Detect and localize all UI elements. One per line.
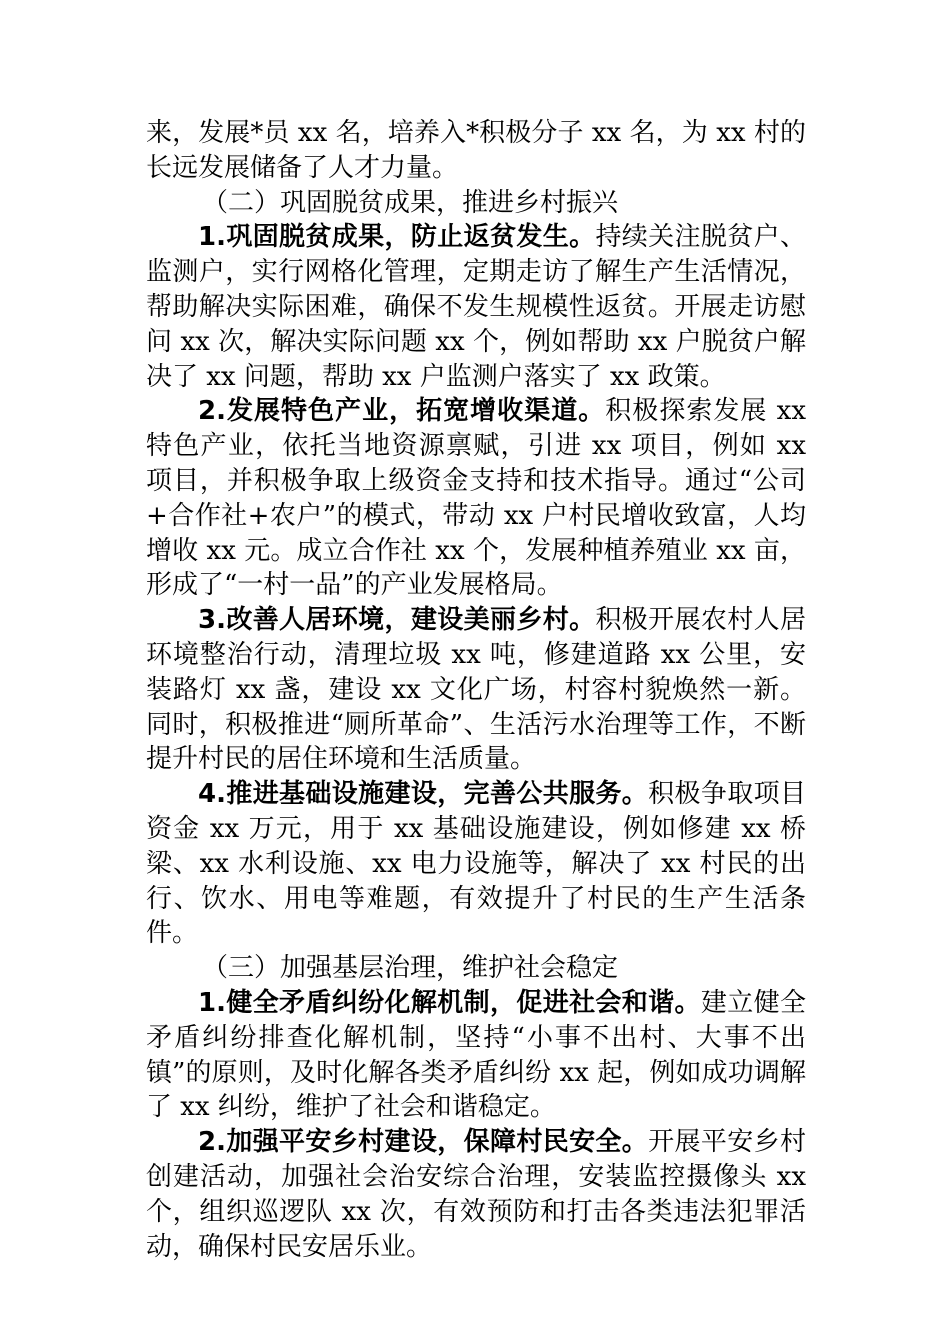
paragraph-text: 持续关注脱贫户、监测户，实行网格化管理，定期走访了解生产生活情况，帮助解决实际困难，确保不发生规模性返贫。开展走访慰问 xx 次，解决实际问题 xx 个，例如帮助 xx 户脱贫户解决了 xx 问题，帮助 xx 户监测户落实了 xx 政策。 bbox=[146, 222, 806, 392]
section-heading-text: （三）加强基层治理，维护社会稳定 bbox=[202, 953, 619, 984]
paragraph-lead: 4.推进基础设施建设，完善公共服务。 bbox=[198, 779, 649, 810]
section-heading-3 bbox=[146, 951, 806, 986]
document-body bbox=[146, 116, 806, 1264]
paragraph-lead: 1.巩固脱贫成果，防止返贫发生。 bbox=[198, 222, 596, 253]
paragraph-lead: 2.加强平安乡村建设，保障村民安全。 bbox=[198, 1127, 649, 1158]
paragraph-lead: 3.改善人居环境，建设美丽乡村。 bbox=[198, 605, 596, 636]
section-heading-2 bbox=[146, 186, 806, 221]
paragraph-text: 积极探索发展 xx 特色产业，依托当地资源禀赋，引进 xx 项目，例如 xx 项目，并积极争取上级资金支持和技术指导。通过“公司+合作社+农户”的模式，带动 xx 户村民增收致富，人均增收 xx 元。成立合作社 xx 个，发展种植养殖业 xx 亩，形成了“一村一品”的产业发展格局。 bbox=[146, 396, 807, 601]
paragraph-text: 积极开展农村人居环境整治行动，清理垃圾 xx 吨，修建道路 xx 公里，安装路灯 xx 盏，建设 xx 文化广场，村容村貌焕然一新。同时，积极推进“厕所革命”、生活污水治理等工作，不断提升村民的居住环境和生活质量。 bbox=[146, 605, 806, 775]
paragraph-text: 建立健全矛盾纠纷排查化解机制，坚持“小事不出村、大事不出镇”的原则，及时化解各类矛盾纠纷 xx 起，例如成功调解了 xx 纠纷，维护了社会和谐稳定。 bbox=[146, 987, 806, 1123]
continued-paragraph bbox=[146, 116, 806, 186]
paragraph-6 bbox=[146, 1125, 806, 1264]
paragraph-lead: 1.健全矛盾纠纷化解机制，促进社会和谐。 bbox=[198, 987, 701, 1018]
paragraph-5 bbox=[146, 986, 806, 1125]
paragraph-2 bbox=[146, 394, 806, 603]
section-heading-text: （二）巩固脱贫成果，推进乡村振兴 bbox=[202, 187, 619, 218]
paragraph-4 bbox=[146, 777, 806, 951]
paragraph-lead: 2.发展特色产业，拓宽增收渠道。 bbox=[198, 396, 606, 427]
paragraph-text: 开展平安乡村创建活动，加强社会治安综合治理，安装监控摄像头 xx 个，组织巡逻队 xx 次，有效预防和打击各类违法犯罪活动，确保村民安居乐业。 bbox=[146, 1127, 806, 1262]
paragraph-text: 来，发展*员 xx 名，培养入*积极分子 xx 名，为 xx 村的长远发展储备了人才力量。 bbox=[146, 118, 806, 183]
paragraph-1 bbox=[146, 220, 806, 394]
paragraph-text: 积极争取项目资金 xx 万元，用于 xx 基础设施建设，例如修建 xx 桥梁、xx 水利设施、xx 电力设施等，解决了 xx 村民的出行、饮水、用电等难题，有效提升了村民的生产生活条件。 bbox=[146, 779, 806, 949]
paragraph-3 bbox=[146, 603, 806, 777]
